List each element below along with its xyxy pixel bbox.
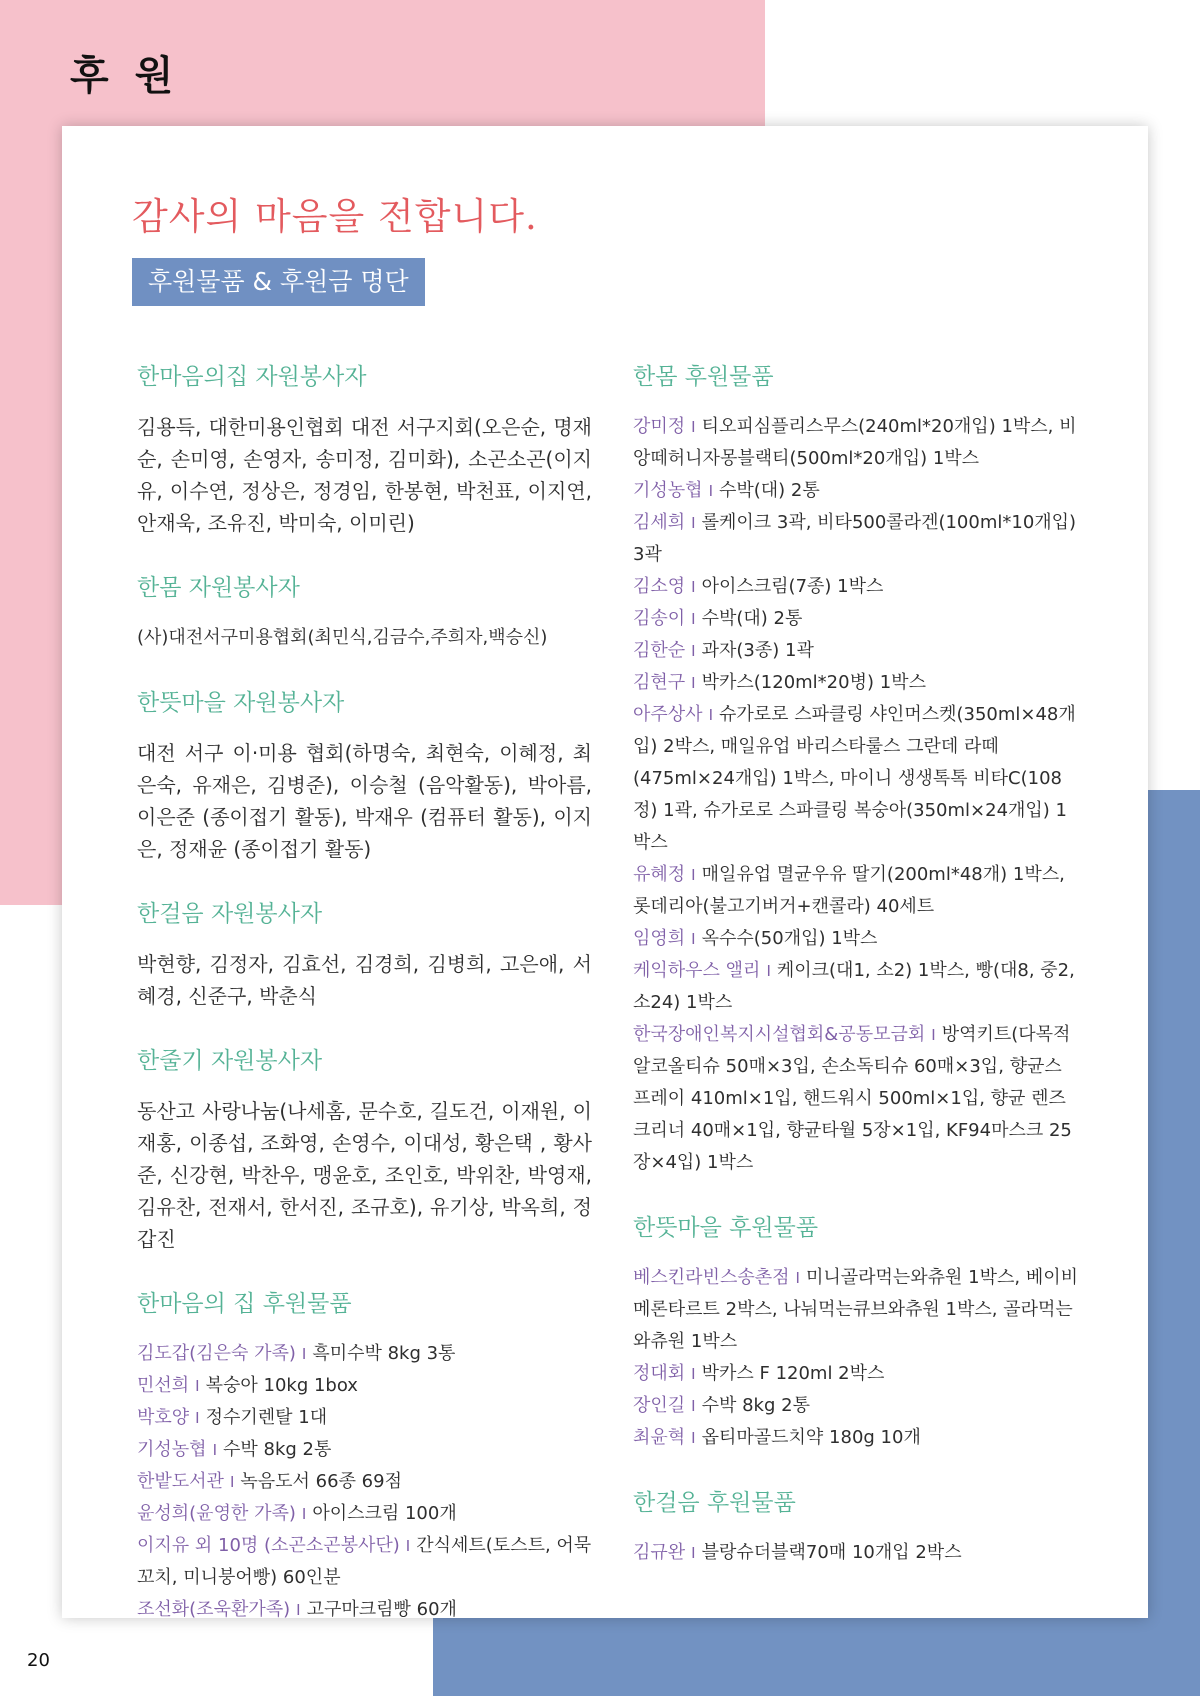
donation-entry xyxy=(137,1338,592,1370)
section-text: 동산고 사랑나눔(나세홈, 문수호, 길도건, 이재원, 이재홍, 이종섭, 조화영, 손영수, 이대성, 황은택 , 황사준, 신강현, 박찬우, 맹윤호, 조인호, 박위찬, 박영재, 김유찬, 전재서, 한서진, 조규호), 유기상, 박옥희, 정갑진 xyxy=(137,1099,592,1251)
donation-entry xyxy=(633,923,1078,955)
donation-item: 티오피심플리스무스(240ml*20개입) 1박스, 비앙떼허니자몽블랙티(500ml*20개입) 1박스 xyxy=(633,416,1077,469)
donation-entry xyxy=(137,1402,592,1434)
donation-item: 옥수수(50개입) 1박스 xyxy=(701,928,878,949)
donor-name: 김송이 xyxy=(633,608,686,629)
donation-item: 간식세트(토스트, 어묵꼬치, 미니붕어빵) 60인분 xyxy=(137,1535,592,1588)
section-title: 한마음의 집 후원물품 xyxy=(137,1291,352,1317)
donor-name: 기성농협 xyxy=(137,1439,207,1460)
left-column xyxy=(137,358,592,1626)
donation-entry xyxy=(633,1358,1078,1390)
donor-name: 김한순 xyxy=(633,640,686,661)
donation-entry xyxy=(633,699,1078,859)
section-hanjulgi-volunteers xyxy=(137,1042,592,1255)
section-hantteut-volunteers xyxy=(137,684,592,865)
separator-bar: I xyxy=(766,962,771,980)
donation-item: 정수기렌탈 1대 xyxy=(205,1407,328,1428)
donation-entry xyxy=(633,1019,1078,1179)
donor-name: 유혜정 xyxy=(633,864,686,885)
section-text: 박현향, 김정자, 김효선, 김경희, 김병희, 고은애, 서혜경, 신준구, 박춘식 xyxy=(137,952,592,1008)
section-title: 한뜻마을 자원봉사자 xyxy=(137,690,345,716)
donor-name: 김소영 xyxy=(633,576,686,597)
donation-item: 매일유업 멸균우유 딸기(200ml*48개) 1박스, 롯데리아(불고기버거+캔콜라) 40세트 xyxy=(633,864,1065,917)
donor-name: 정대회 xyxy=(633,1363,686,1384)
donation-entry xyxy=(137,1434,592,1466)
donation-item: 아이스크림 100개 xyxy=(312,1503,457,1524)
donation-entry xyxy=(633,955,1078,1019)
donation-item: 녹음도서 66종 69점 xyxy=(240,1471,402,1492)
donation-item: 과자(3종) 1곽 xyxy=(701,640,814,661)
separator-bar: I xyxy=(691,642,696,660)
separator-bar: I xyxy=(691,610,696,628)
separator-bar: I xyxy=(691,1397,696,1415)
donation-entry xyxy=(633,667,1078,699)
page-title: 후 원 xyxy=(70,53,180,99)
donor-name: 케익하우스 앨리 xyxy=(633,960,761,981)
donation-item: 수박(대) 2통 xyxy=(701,608,803,629)
donor-name: 김현구 xyxy=(633,672,686,693)
section-hanmaeum-volunteers xyxy=(137,358,592,539)
donation-entry xyxy=(137,1594,592,1626)
donation-item: 롤케이크 3곽, 비타500콜라겐(100ml*10개입) 3곽 xyxy=(633,512,1077,565)
section-title: 한몸 후원물품 xyxy=(633,364,774,390)
donor-name: 최윤혁 xyxy=(633,1427,686,1448)
section-hanmom-volunteers xyxy=(137,569,592,654)
donation-entry xyxy=(137,1498,592,1530)
donation-entry xyxy=(137,1370,592,1402)
donation-list xyxy=(137,1338,592,1626)
separator-bar: I xyxy=(195,1377,200,1395)
separator-bar: I xyxy=(301,1345,307,1363)
donation-entry xyxy=(633,603,1078,635)
section-hantteut-donations xyxy=(633,1209,1078,1454)
separator-bar: I xyxy=(691,418,696,436)
section-text: 김용득, 대한미용인협회 대전 서구지회(오은순, 명재순, 손미영, 손영자, 송미정, 김미화), 소곤소곤(이지유, 이수연, 정상은, 정경임, 한봉현, 박천표, 이지연, 안재욱, 조유진, 박미숙, 이미린) xyxy=(137,415,592,535)
section-hanmom-donations xyxy=(633,358,1078,1179)
donation-entry xyxy=(633,1422,1078,1454)
donation-item: 고구마크림빵 60개 xyxy=(306,1599,457,1620)
donation-item: 옵티마골드치약 180g 10개 xyxy=(701,1427,921,1448)
donation-item: 미니골라먹는와츄원 1박스, 베이비 메론타르트 2박스, 나눠먹는큐브와츄원 1박스, 골라먹는 와츄원 1박스 xyxy=(633,1267,1078,1352)
content-card xyxy=(62,126,1148,1618)
donation-item: 박카스(120ml*20병) 1박스 xyxy=(701,672,926,693)
donor-name: 민선희 xyxy=(137,1375,190,1396)
donation-list xyxy=(633,1262,1078,1454)
donor-name: 장인길 xyxy=(633,1395,686,1416)
donation-item: 슈가로로 스파클링 샤인머스켓(350ml×48개입) 2박스, 매일유업 바리스타룰스 그란데 라떼(475ml×24개입) 1박스, 마이니 생생톡톡 비타C(108정) 1곽, 슈가로로 스파클링 복숭아(350ml×24개입) 1박스 xyxy=(633,704,1076,853)
section-hangeoreum-donations xyxy=(633,1484,1078,1569)
donation-entry xyxy=(633,1262,1078,1358)
separator-bar: I xyxy=(708,706,713,724)
donor-name: 김세희 xyxy=(633,512,686,533)
section-text: 대전 서구 이·미용 협회(하명숙, 최현숙, 이혜정, 최은숙, 유재은, 김병준), 이승철 (음악활동), 박아름, 이은준 (종이접기 활동), 박재우 (컴퓨터 활동), 이지은, 정재윤 (종이접기 활동) xyxy=(137,741,592,861)
donor-name: 윤성희(윤영한 가족) xyxy=(137,1503,296,1524)
separator-bar: I xyxy=(691,930,696,948)
donor-name: 김도갑(김은숙 가족) xyxy=(137,1343,296,1364)
section-title: 한몸 자원봉사자 xyxy=(137,575,300,601)
donation-item: 아이스크림(7종) 1박스 xyxy=(701,576,884,597)
donation-item: 수박 8kg 2통 xyxy=(701,1395,810,1416)
separator-bar: I xyxy=(296,1601,301,1619)
section-hanmaeum-donations xyxy=(137,1285,592,1626)
donor-name: 베스킨라빈스송촌점 xyxy=(633,1267,790,1288)
donation-entry xyxy=(633,475,1078,507)
donation-list xyxy=(633,1537,1078,1569)
donor-name: 아주상사 xyxy=(633,704,703,725)
donation-entry xyxy=(633,411,1078,475)
donation-item: 수박(대) 2통 xyxy=(719,480,820,501)
donation-entry xyxy=(633,859,1078,923)
section-title: 한줄기 자원봉사자 xyxy=(137,1048,323,1074)
separator-bar: I xyxy=(212,1441,217,1459)
donation-item: 복숭아 10kg 1box xyxy=(205,1375,358,1396)
section-text: (사)대전서구미용협회(최민식,김금수,주희자,백승신) xyxy=(137,627,548,648)
donation-list xyxy=(633,411,1078,1179)
donation-item: 박카스 F 120ml 2박스 xyxy=(701,1363,885,1384)
donor-name: 김규완 xyxy=(633,1542,686,1563)
separator-bar: I xyxy=(691,1365,696,1383)
separator-bar: I xyxy=(405,1537,411,1555)
section-title: 한뜻마을 후원물품 xyxy=(633,1215,819,1241)
separator-bar: I xyxy=(691,514,696,532)
donation-item: 수박 8kg 2통 xyxy=(223,1439,332,1460)
separator-bar: I xyxy=(691,1544,696,1562)
donation-item: 흑미수박 8kg 3통 xyxy=(312,1343,456,1364)
donation-entry xyxy=(633,635,1078,667)
donation-entry xyxy=(633,1390,1078,1422)
section-title: 한마음의집 자원봉사자 xyxy=(137,364,367,390)
separator-bar: I xyxy=(708,482,713,500)
donation-entry xyxy=(633,1537,1078,1569)
donation-entry xyxy=(137,1530,592,1594)
separator-bar: I xyxy=(691,1429,696,1447)
separator-bar: I xyxy=(691,578,696,596)
donation-item: 블랑슈더블랙70매 10개입 2박스 xyxy=(701,1542,962,1563)
separator-bar: I xyxy=(229,1473,235,1491)
separator-bar: I xyxy=(195,1409,200,1427)
section-badge: 후원물품 & 후원금 명단 xyxy=(132,258,425,306)
separator-bar: I xyxy=(691,866,696,884)
donor-name: 한국장애인복지시설협회&공동모금회 xyxy=(633,1024,926,1045)
donor-name: 한밭도서관 xyxy=(137,1471,224,1492)
donor-name: 박호양 xyxy=(137,1407,190,1428)
donor-name: 이지유 외 10명 (소곤소곤봉사단) xyxy=(137,1535,400,1556)
donor-name: 강미정 xyxy=(633,416,686,437)
section-title: 한걸음 자원봉사자 xyxy=(137,901,323,927)
separator-bar: I xyxy=(691,674,696,692)
donation-entry xyxy=(633,507,1078,571)
donation-item: 방역키트(다목적 알코올티슈 50매×3입, 손소독티슈 60매×3입, 향균스프레이 410ml×1입, 핸드워시 500ml×1입, 향균 렌즈크리너 40매×1입, 향균타월 5장×1입, KF94마스크 25장×4입) 1박스 xyxy=(633,1024,1072,1173)
donor-name: 임영희 xyxy=(633,928,686,949)
section-title: 한걸음 후원물품 xyxy=(633,1490,796,1516)
separator-bar: I xyxy=(301,1505,307,1523)
separator-bar: I xyxy=(795,1269,800,1287)
donation-item: 케이크(대1, 소2) 1박스, 빵(대8, 중2, 소24) 1박스 xyxy=(633,960,1075,1013)
right-column xyxy=(633,358,1078,1569)
donor-name: 기성농협 xyxy=(633,480,703,501)
donor-name: 조선화(조욱환가족) xyxy=(137,1599,291,1620)
donation-entry xyxy=(633,571,1078,603)
card-heading: 감사의 마음을 전합니다. xyxy=(132,195,538,238)
donation-entry xyxy=(137,1466,592,1498)
section-hangeoreum-volunteers xyxy=(137,895,592,1012)
page-number: 20 xyxy=(27,1650,50,1671)
separator-bar: I xyxy=(931,1026,936,1044)
